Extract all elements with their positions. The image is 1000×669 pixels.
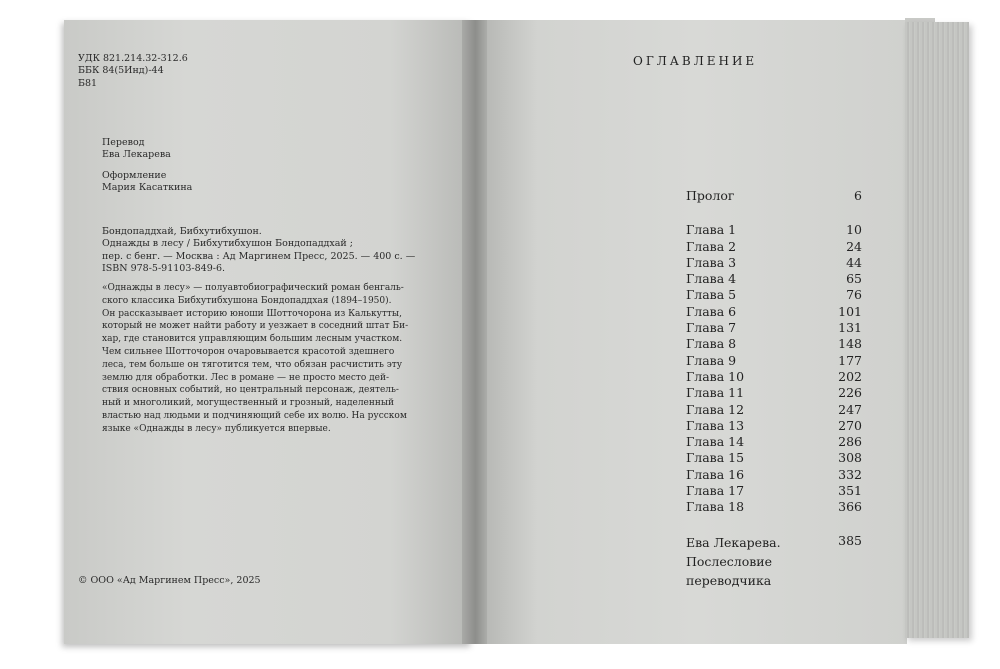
toc-entry-page: 24 — [846, 238, 862, 254]
catalog-line: Бондопаддхай, Бибхутибхушон. — [102, 226, 262, 237]
toc-entry-page: 65 — [846, 271, 862, 287]
toc-entry-title: Глава 1 — [686, 222, 737, 238]
toc-entry-page: 148 — [838, 336, 862, 352]
toc-entry-chapter — [686, 483, 862, 499]
toc-entry-chapter — [686, 239, 862, 255]
toc-entry-title: Глава 18 — [686, 499, 745, 515]
designer-name: Мария Касаткина — [102, 182, 193, 194]
annotation-line: хар, где становится управляющим большим лесным участком. — [102, 334, 403, 345]
toc-entry-chapter — [686, 320, 862, 336]
toc-entry-title: Глава 11 — [686, 385, 745, 401]
toc-entry-page: 385 — [838, 532, 862, 548]
toc-entry-page: 131 — [838, 320, 862, 336]
toc-entry-title: Глава 10 — [686, 368, 745, 384]
author-mark: Б81 — [78, 77, 98, 89]
catalog-line: ISBN 978-5-91103-849-6. — [102, 263, 226, 275]
catalog-line: пер. с бенг. — Москва : Ад Маргинем Пресс, 2025. — 400 с. — — [102, 250, 416, 262]
annotation-line: «Однажды в лесу» — полуавтобиографический роман бенгаль- — [102, 283, 404, 293]
toc-entry-title: Глава 9 — [686, 352, 737, 368]
annotation-line: ствия основных событий, но центральный персонаж, деятель- — [102, 385, 399, 396]
toc-entry-prolog — [686, 188, 862, 204]
toc-entry-chapter — [686, 255, 862, 271]
toc-entry-chapter — [686, 467, 862, 483]
annotation-line: властью над людьми и подчиняющий себе их волю. На русском — [102, 410, 407, 421]
toc-entry-chapter — [686, 271, 862, 287]
toc-entry-afterword — [686, 533, 862, 593]
toc-entry-page: 177 — [838, 352, 862, 368]
toc-entry-page: 76 — [846, 287, 862, 303]
annotation-line: Чем сильнее Шотточорон очаровывается красотой здешнего — [102, 346, 395, 357]
toc-entry-title: Глава 17 — [686, 483, 745, 499]
toc-entry-page: 226 — [838, 385, 862, 401]
toc-entry-title: Глава 14 — [686, 434, 745, 450]
toc-entry-chapter — [686, 450, 862, 466]
toc-entry-page: 366 — [838, 499, 862, 515]
toc-entry-page: 202 — [838, 368, 862, 384]
copyright-notice: © ООО «Ад Маргинем Пресс», 2025 — [78, 575, 261, 586]
toc-entry-chapter — [686, 222, 862, 238]
toc-entry-title: Глава 16 — [686, 466, 745, 482]
bbk-code: ББК 84(5Инд)-44 — [78, 65, 164, 77]
toc-entry-chapter — [686, 402, 862, 418]
toc-entry-title: Глава 6 — [686, 303, 737, 319]
toc-entry-page: 286 — [838, 434, 862, 450]
annotation-line: землю для обработки. Лес в романе — не просто место дей- — [102, 372, 390, 383]
toc-entry-chapter — [686, 499, 862, 515]
toc-entry-title: Глава 7 — [686, 320, 737, 336]
toc-entry-title: Глава 4 — [686, 271, 737, 287]
toc-entry-page: 332 — [838, 466, 862, 482]
page-edges — [905, 22, 969, 638]
toc-entry-title: Глава 2 — [686, 238, 737, 254]
annotation — [102, 282, 408, 436]
toc-entry-page: 10 — [846, 222, 862, 238]
design-label: Оформление — [102, 170, 167, 181]
toc-entry-chapter — [686, 287, 862, 303]
translator-label: Перевод — [102, 137, 145, 148]
toc-entry-chapter — [686, 336, 862, 352]
translator-credit — [102, 137, 171, 162]
toc-entry-page: 270 — [838, 417, 862, 433]
toc-entry-chapter — [686, 434, 862, 450]
toc-entry-title: Глава 5 — [686, 287, 737, 303]
annotation-line: ского классика Бибхутибхушона Бондопаддхая (1894–1950). — [102, 295, 392, 306]
toc-entry-page: 247 — [838, 401, 862, 417]
annotation-line: языке «Однажды в лесу» публикуется впервые. — [102, 423, 331, 434]
toc-entry-chapter — [686, 304, 862, 320]
toc-entry-title: Глава 3 — [686, 254, 737, 270]
toc-entry-title: Пролог — [686, 188, 735, 203]
design-credit — [102, 170, 192, 195]
toc-entry-chapter — [686, 385, 862, 401]
annotation-line: который не может найти работу и уезжает в соседний штат Би- — [102, 321, 409, 332]
toc-entry-chapter — [686, 418, 862, 434]
udk-code: УДК 821.214.32-312.6 — [78, 53, 188, 64]
bibliographic-codes — [78, 53, 188, 90]
toc-entry-title: Глава 12 — [686, 401, 745, 417]
toc-entry-chapter — [686, 353, 862, 369]
toc-entry-page: 101 — [838, 303, 862, 319]
translator-name: Ева Лекарева — [102, 149, 171, 161]
toc-entry-page: 6 — [854, 188, 862, 203]
annotation-line: ный и многоликий, могущественный и грозный, наделенный — [102, 398, 395, 409]
toc-title: ОГЛАВЛЕНИЕ — [633, 54, 758, 68]
toc-entry-title: Глава 13 — [686, 417, 745, 433]
table-of-contents — [686, 188, 862, 593]
toc-entry-title: Глава 8 — [686, 336, 737, 352]
toc-entry-title: Глава 15 — [686, 450, 745, 466]
toc-entry-page: 308 — [838, 450, 862, 466]
annotation-line: Он рассказывает историю юноши Шотточорона из Калькутты, — [102, 308, 402, 319]
toc-entry-page: 351 — [838, 483, 862, 499]
toc-entry-page: 44 — [846, 254, 862, 270]
toc-entry-chapter — [686, 369, 862, 385]
toc-entry-title: Ева Лекарева. Послесловие переводчика — [686, 534, 781, 588]
catalog-line: Однажды в лесу / Бибхутибхушон Бондопаддхай ; — [102, 238, 353, 250]
annotation-line: леса, тем больше он тяготится тем, что обязан расчистить эту — [102, 359, 403, 370]
catalog-entry — [102, 226, 415, 276]
